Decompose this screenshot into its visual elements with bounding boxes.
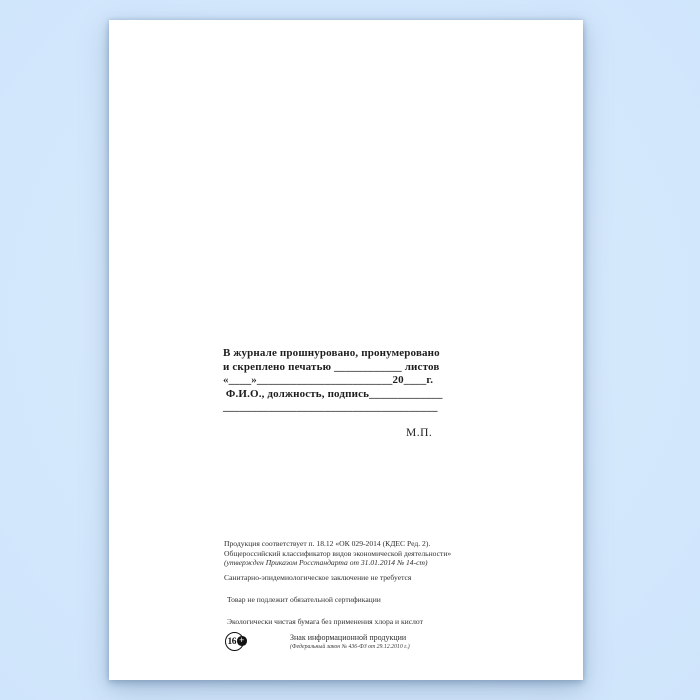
- age-rating-title: Знак информационной продукции: [290, 633, 407, 642]
- stitch-line: В журнале прошнуровано, пронумеровано: [223, 347, 440, 359]
- age-rating-law-reference: (Федеральный закон № 436-ФЗ от 29.12.2010 г.): [290, 643, 410, 650]
- stamp-place-label: М.П.: [406, 427, 433, 439]
- age-rating-16plus-icon: [225, 632, 244, 651]
- age-rating-number: 16: [227, 636, 236, 647]
- compliance-paragraph: [224, 539, 464, 568]
- stitch-line: Ф.И.О., должность, подпись_____________: [223, 387, 443, 400]
- stitch-line: «____»________________________20____г.: [223, 374, 434, 387]
- journal-back-page: [109, 20, 583, 680]
- stitch-certification-block: [223, 347, 453, 415]
- note-certification: Товар не подлежит обязательной сертификации: [227, 595, 381, 604]
- compliance-notes: [224, 573, 474, 639]
- stitch-line-signature-rule: ______________________________________: [223, 401, 438, 414]
- age-rating-plus-badge: +: [237, 636, 247, 646]
- stitch-line: и скреплено печатью ____________ листов: [223, 360, 440, 373]
- compliance-line: Продукция соответствует п. 18.12 «ОК 029-2014 (КДЕС Ред. 2).: [224, 539, 431, 548]
- note-eco-paper: Экологически чистая бумага без применения хлора и кислот: [227, 617, 423, 626]
- age-rating-caption: [290, 633, 410, 651]
- compliance-line: Общероссийский классификатор видов экономической деятельности»: [224, 548, 452, 558]
- note-sanitary: Санитарно-эпидемиологическое заключение не требуется: [224, 573, 412, 582]
- compliance-line-decree: (утвержден Приказом Росстандарта от 31.01.2014 № 14-ст): [224, 558, 428, 568]
